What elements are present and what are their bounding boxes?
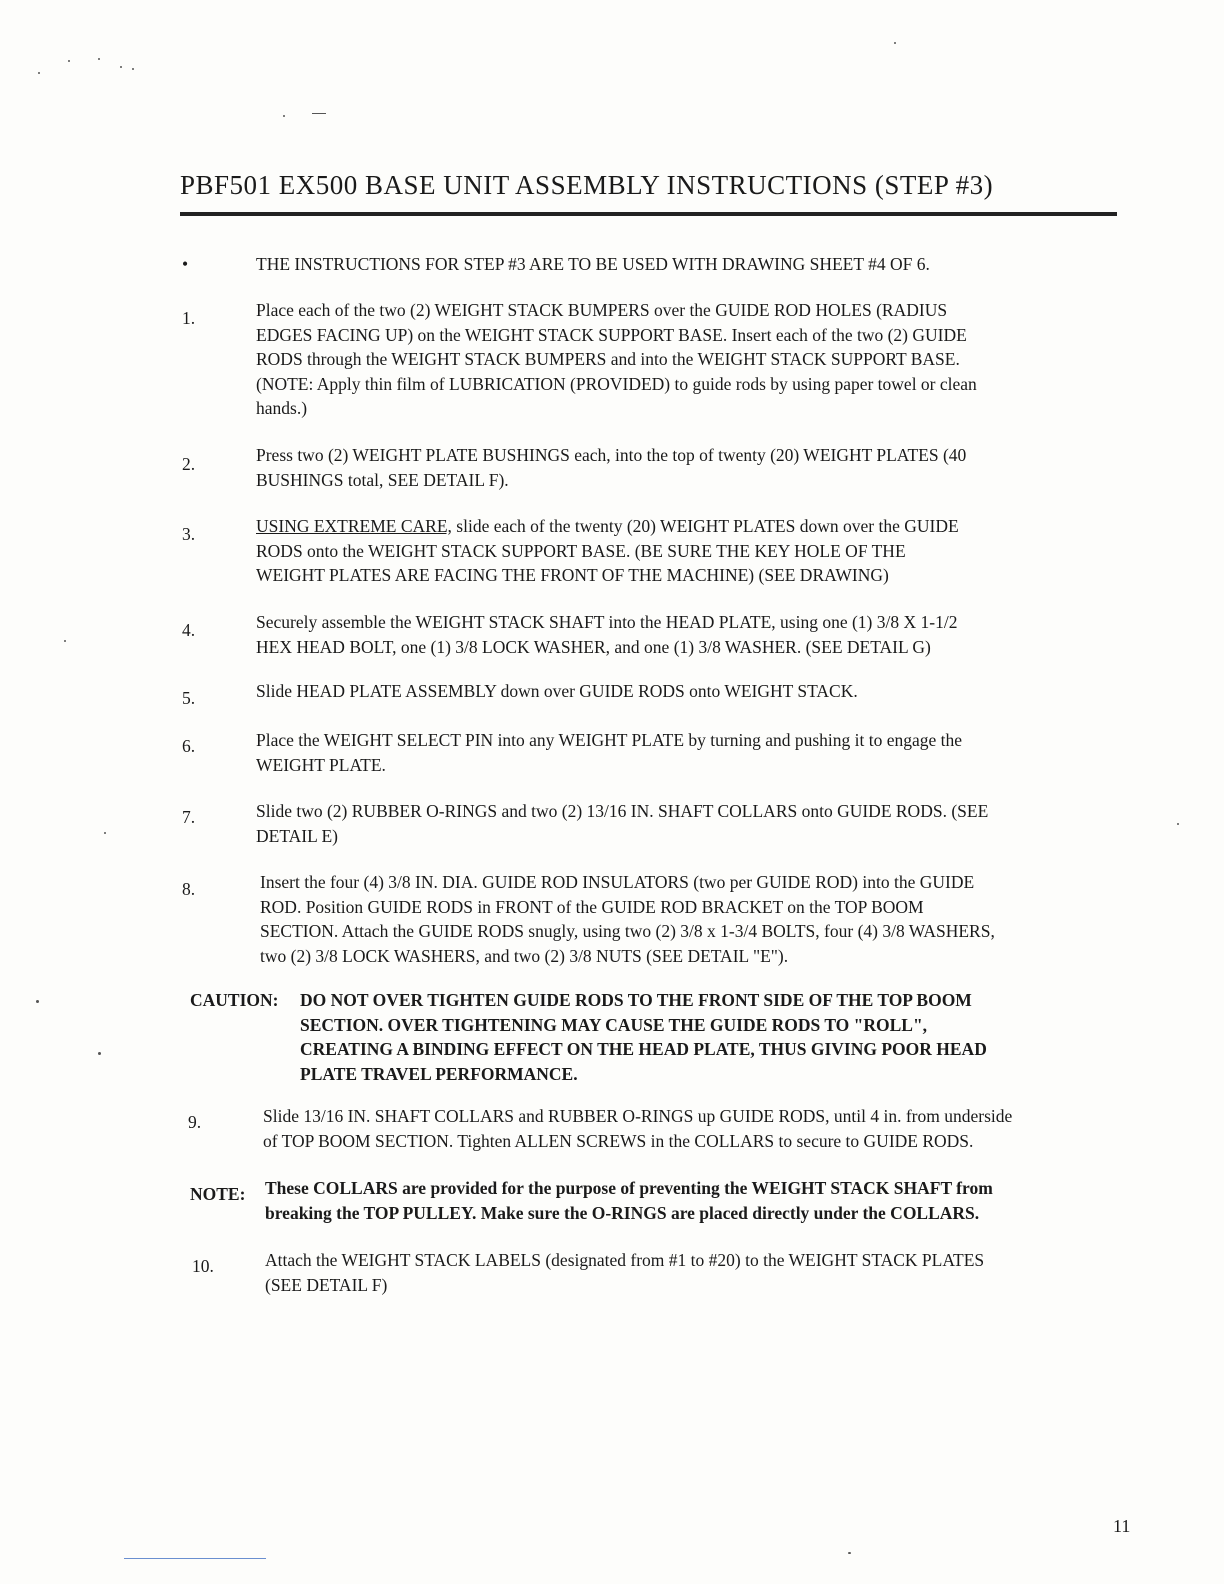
scan-speck — [283, 115, 285, 117]
step-3-lead: USING EXTREME CARE, — [256, 516, 452, 536]
step-8-line: SECTION. Attach the GUIDE RODS snugly, using two (2) 3/8 x 1-3/4 BOLTS, four (4) 3/8 WASHERS, — [260, 921, 995, 941]
intro-text: THE INSTRUCTIONS FOR STEP #3 ARE TO BE USED WITH DRAWING SHEET #4 OF 6. — [256, 254, 930, 274]
caution-line: CREATING A BINDING EFFECT ON THE HEAD PLATE, THUS GIVING POOR HEAD — [300, 1039, 987, 1059]
step-4-number: 4. — [182, 620, 196, 640]
step-1-line: (NOTE: Apply thin film of LUBRICATION (PROVIDED) to guide rods by using paper towel or clean — [256, 373, 977, 394]
step-5-text — [256, 679, 1122, 704]
step-9-number: 9. — [188, 1112, 202, 1132]
step-1-line: RODS through the WEIGHT STACK BUMPERS and into the WEIGHT STACK SUPPORT BASE. — [256, 349, 960, 369]
note-label: NOTE: — [190, 1184, 246, 1204]
step-2-line: BUSHINGS total, SEE DETAIL F). — [256, 469, 509, 490]
step-2-number: 2. — [182, 454, 196, 474]
scan-speck — [104, 832, 106, 834]
scan-speck — [38, 72, 40, 74]
scan-speck — [312, 113, 326, 114]
intro-bullet: • — [182, 254, 189, 274]
step-8-line: two (2) 3/8 LOCK WASHERS, and two (2) 3/8 NUTS (SEE DETAIL "E"). — [260, 945, 789, 966]
caution-line: DO NOT OVER TIGHTEN GUIDE RODS TO THE FRONT SIDE OF THE TOP BOOM — [300, 990, 972, 1010]
step-7-number: 7. — [182, 807, 196, 827]
step-6-number: 6. — [182, 736, 196, 756]
step-10-number: 10. — [192, 1256, 214, 1276]
scan-speck — [1177, 823, 1179, 825]
step-9-line: Slide 13/16 IN. SHAFT COLLARS and RUBBER O-RINGS up GUIDE RODS, until 4 in. from underside — [263, 1106, 1013, 1126]
step-4-text — [256, 610, 1122, 659]
step-6-text — [256, 728, 1122, 777]
note-text — [265, 1176, 1125, 1225]
page-title: PBF501 EX500 BASE UNIT ASSEMBLY INSTRUCTIONS (STEP #3) — [180, 170, 994, 200]
step-9-line: of TOP BOOM SECTION. Tighten ALLEN SCREWS in the COLLARS to secure to GUIDE RODS. — [263, 1130, 974, 1151]
step-2-text — [256, 443, 1122, 492]
step-6-line: WEIGHT PLATE. — [256, 754, 386, 775]
step-1-line: EDGES FACING UP) on the WEIGHT STACK SUPPORT BASE. Insert each of the two (2) GUIDE — [256, 324, 967, 345]
step-8-line: Insert the four (4) 3/8 IN. DIA. GUIDE ROD INSULATORS (two per GUIDE ROD) into the GUIDE — [260, 872, 975, 892]
step-3-text — [256, 514, 1122, 588]
scan-speck — [132, 68, 134, 70]
step-1-text — [256, 298, 1122, 421]
step-8-text — [260, 870, 1126, 968]
step-5-number: 5. — [182, 688, 196, 708]
scan-speck — [120, 66, 122, 68]
footer-line — [124, 1558, 266, 1559]
step-7-text — [256, 799, 1122, 848]
step-1-line: Place each of the two (2) WEIGHT STACK BUMPERS over the GUIDE ROD HOLES (RADIUS — [256, 300, 948, 320]
note-line: These COLLARS are provided for the purpose of preventing the WEIGHT STACK SHAFT from — [265, 1178, 993, 1198]
step-10-text — [265, 1248, 1125, 1297]
caution-label: CAUTION: — [190, 990, 279, 1010]
scan-speck — [68, 60, 70, 62]
step-3-number: 3. — [182, 524, 196, 544]
step-7-line: DETAIL E) — [256, 825, 339, 846]
step-3-line: slide each of the twenty (20) WEIGHT PLATES down over the GUIDE — [451, 516, 959, 536]
step-8-line: ROD. Position GUIDE RODS in FRONT of the GUIDE ROD BRACKET on the TOP BOOM — [260, 896, 924, 917]
step-4-line: Securely assemble the WEIGHT STACK SHAFT into the HEAD PLATE, using one (1) 3/8 X 1-1/2 — [256, 612, 958, 632]
scan-speck — [36, 1000, 39, 1003]
step-4-line: HEX HEAD BOLT, one (1) 3/8 LOCK WASHER, and one (1) 3/8 WASHER. (SEE DETAIL G) — [256, 636, 931, 657]
step-7-line: Slide two (2) RUBBER O-RINGS and two (2) 13/16 IN. SHAFT COLLARS onto GUIDE RODS. (SEE — [256, 801, 989, 821]
step-3-line: WEIGHT PLATES ARE FACING THE FRONT OF THE MACHINE) (SEE DRAWING) — [256, 565, 889, 585]
scan-speck — [98, 1052, 101, 1055]
step-10-line: Attach the WEIGHT STACK LABELS (designated from #1 to #20) to the WEIGHT STACK PLATES — [265, 1250, 985, 1270]
caution-line: SECTION. OVER TIGHTENING MAY CAUSE THE GUIDE RODS TO "ROLL", — [300, 1014, 928, 1035]
step-1-number: 1. — [182, 308, 196, 328]
title-rule — [180, 212, 1117, 216]
step-5-line: Slide HEAD PLATE ASSEMBLY down over GUIDE RODS onto WEIGHT STACK. — [256, 681, 858, 701]
step-6-line: Place the WEIGHT SELECT PIN into any WEIGHT PLATE by turning and pushing it to engage the — [256, 730, 963, 750]
scan-speck — [848, 1552, 851, 1554]
page-number: 11 — [1113, 1516, 1131, 1536]
step-10-line: (SEE DETAIL F) — [265, 1274, 388, 1295]
scan-speck — [98, 58, 100, 60]
step-9-text — [263, 1104, 1143, 1153]
scan-speck — [894, 42, 896, 44]
note-line: breaking the TOP PULLEY. Make sure the O-RINGS are placed directly under the COLLARS. — [265, 1202, 980, 1223]
caution-line: PLATE TRAVEL PERFORMANCE. — [300, 1063, 578, 1084]
step-2-line: Press two (2) WEIGHT PLATE BUSHINGS each, into the top of twenty (20) WEIGHT PLATES (40 — [256, 445, 967, 465]
step-8-number: 8. — [182, 879, 196, 899]
scan-speck — [64, 640, 66, 642]
step-3-line: RODS onto the WEIGHT STACK SUPPORT BASE. (BE SURE THE KEY HOLE OF THE — [256, 540, 906, 561]
caution-text — [300, 988, 1100, 1086]
step-1-line: hands.) — [256, 398, 308, 418]
